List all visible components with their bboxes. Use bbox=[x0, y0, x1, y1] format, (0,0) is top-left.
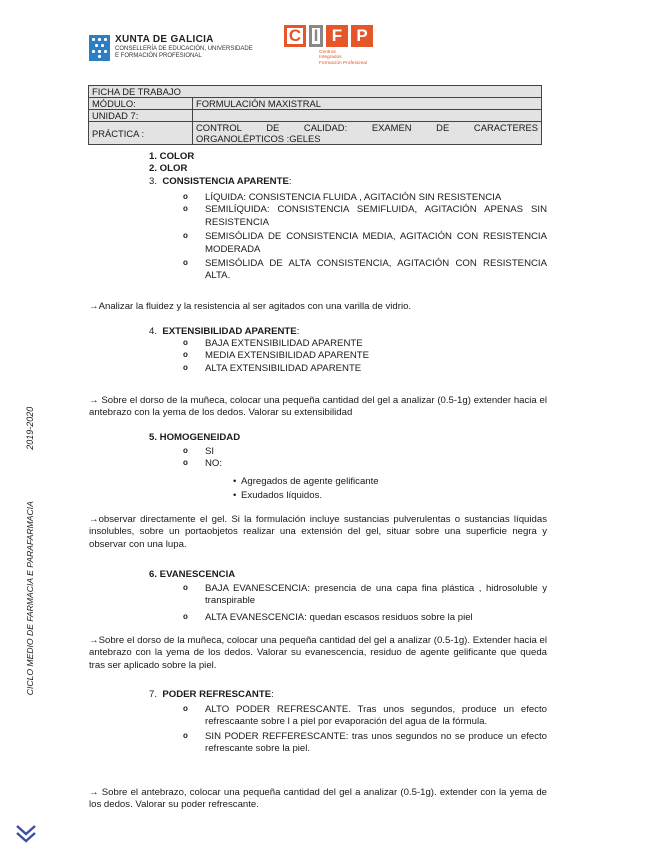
modulo-value: FORMULACIÓN MAXISTRAL bbox=[193, 98, 542, 110]
xunta-name: XUNTA DE GALICIA bbox=[115, 34, 214, 45]
list-item: o SEMISÓLIDA DE ALTA CONSISTENCIA, AGITACIÓN CON RESISTENCIA ALTA. bbox=[183, 258, 547, 283]
list-item: o LÍQUIDA: CONSISTENCIA FLUIDA , AGITACIÓN SIN RESISTENCIA bbox=[183, 192, 547, 204]
section-4-number: 4. bbox=[149, 326, 158, 337]
sidebar-course: CICLO MEDIO DE FARMACIA E PARAFARMACIA bbox=[24, 501, 35, 696]
cifp-letter-c: C bbox=[284, 25, 306, 47]
list-item: o NO: bbox=[183, 458, 547, 470]
section-7-number: 7. bbox=[149, 689, 158, 700]
list-item: o SEMILÍQUIDA: CONSISTENCIA SEMIFLUIDA, AGITACIÓN APENAS SIN RESISTENCIA bbox=[183, 204, 547, 229]
list-item: o SIN PODER REFFERESCANTE: tras unos segundos no se produce un efecto refrescante sobre la piel. bbox=[183, 731, 547, 756]
unidad-value bbox=[193, 110, 542, 122]
section-6-list bbox=[183, 583, 547, 624]
section-5-title: 5. HOMOGENEIDAD bbox=[149, 432, 241, 443]
list-item: o MEDIA EXTENSIBILIDAD APARENTE bbox=[183, 350, 547, 362]
ficha-table bbox=[88, 85, 542, 145]
list-item: • Agregados de agente gelificante bbox=[233, 476, 533, 488]
section-color: 1. COLOR bbox=[149, 151, 195, 162]
ficha-title: FICHA DE TRABAJO bbox=[89, 86, 542, 98]
section-7-title: PODER REFRESCANTE bbox=[162, 689, 272, 700]
cifp-letter-i: I bbox=[309, 25, 323, 47]
cifp-sub-1: Centros bbox=[319, 50, 336, 55]
xunta-dept-line-2: E FORMACIÓN PROFESIONAL bbox=[115, 53, 202, 59]
section-5-note: →observar directamente el gel. Si la formulación incluye sustancias pulverulentas o sustancias líquidas insolubles, sobre un portaobjetos realizar una extensión del gel, situar sobre una superficie negra y observar con una lupa. bbox=[89, 514, 547, 550]
list-item: • Exudados líquidos. bbox=[233, 490, 533, 502]
section-4-note: → Sobre el dorso de la muñeca, colocar una pequeña cantidad del gel a analizar (0.5-1g) extender hacia el antebrazo con la yema de los dedos. Valorar su extensibilidad bbox=[89, 395, 547, 419]
practica-label: PRÁCTICA : bbox=[89, 122, 193, 145]
modulo-label: MÓDULO: bbox=[89, 98, 193, 110]
section-5-sublist bbox=[233, 476, 533, 503]
cifp-sub-2: Integrados bbox=[319, 55, 342, 61]
cifp-letter-p: P bbox=[351, 25, 373, 47]
section-4-title: EXTENSIBILIDAD APARENTE bbox=[162, 326, 297, 337]
section-5-list bbox=[183, 446, 547, 471]
sidebar-year-wrap bbox=[22, 400, 38, 460]
section-1-2 bbox=[149, 151, 549, 176]
list-item: o ALTA EXTENSIBILIDAD APARENTE bbox=[183, 363, 547, 375]
list-item: o ALTA EVANESCENCIA: quedan escasos residuos sobre la piel bbox=[183, 612, 547, 624]
section-3: 3. CONSISTENCIA APARENTE: bbox=[149, 176, 292, 187]
section-4-list bbox=[183, 338, 547, 375]
xunta-logo-block bbox=[89, 34, 253, 61]
section-6-note: →Sobre el dorso de la muñeca, colocar una pequeña cantidad del gel a analizar (0.5-1g). Extender hacia el antebrazo con la yema de los dedos. Valorar su evanescencia, residuo de agente gelificante que queda tras ser aplicado sobre la piel. bbox=[89, 635, 547, 671]
practica-line-2: ORGANOLÉPTICOS :GELES bbox=[196, 133, 321, 144]
chevron-down-icon bbox=[15, 823, 37, 845]
xunta-dept-line-1: CONSELLERÍA DE EDUCACIÓN, UNIVERSIDADE bbox=[115, 46, 253, 52]
section-3-note: →Analizar la fluidez y la resistencia al ser agitados con una varilla de vidrio. bbox=[89, 301, 412, 312]
xunta-emblem-icon bbox=[89, 35, 110, 61]
list-item: o BAJA EXTENSIBILIDAD APARENTE bbox=[183, 338, 547, 350]
list-item: o BAJA EVANESCENCIA: presencia de una capa fina plástica , hidrosoluble y transpirable bbox=[183, 583, 547, 608]
section-3-list bbox=[183, 192, 547, 283]
section-6-title: 6. EVANESCENCIA bbox=[149, 569, 236, 580]
cifp-letter-f: F bbox=[326, 25, 348, 47]
unidad-label: UNIDAD 7: bbox=[89, 110, 193, 122]
cifp-logo bbox=[284, 25, 402, 71]
list-item: o SEMISÓLIDA DE CONSISTENCIA MEDIA, AGITACIÓN CON RESISTENCIA MODERADA bbox=[183, 231, 547, 256]
list-item: o ALTO PODER REFRESCANTE. Tras unos segundos, produce un efecto refrescaante sobre l a piel por evaporación del agua de la fórmula. bbox=[183, 704, 547, 729]
sidebar-year: 2019-2020 bbox=[24, 406, 35, 450]
cifp-sub-3: Formación Profesional bbox=[319, 60, 367, 66]
section-7-note: → Sobre el antebrazo, colocar una pequeña cantidad del gel a analizar (0.5-1g). extender con la yema de los dedos. Valorar su poder refrescante. bbox=[89, 787, 547, 811]
list-item: o SI bbox=[183, 446, 547, 458]
section-4: 4. EXTENSIBILIDAD APARENTE: bbox=[149, 326, 300, 337]
practica-line-1: CONTROL DE CALIDAD: EXAMEN DE CARACTERES bbox=[196, 122, 538, 133]
section-7-list bbox=[183, 704, 547, 756]
section-3-title: CONSISTENCIA APARENTE bbox=[162, 176, 289, 187]
section-olor: 2. OLOR bbox=[149, 163, 188, 175]
sidebar-course-wrap bbox=[22, 484, 38, 714]
section-7: 7. PODER REFRESCANTE: bbox=[149, 689, 274, 700]
section-3-number: 3. bbox=[149, 176, 158, 187]
